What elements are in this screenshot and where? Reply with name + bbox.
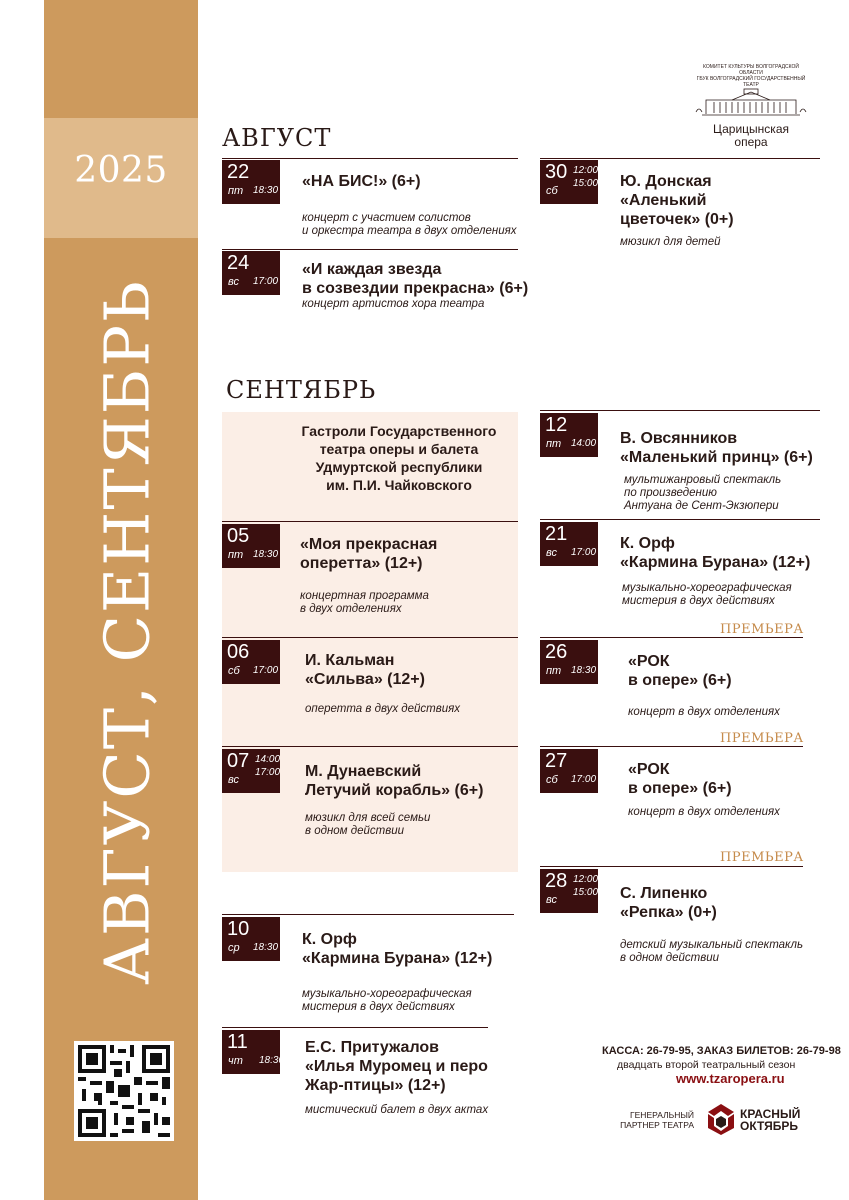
divider [540, 410, 820, 411]
date-box [540, 749, 598, 793]
organization-logo [692, 64, 810, 149]
event-description: концерт в двух отделениях [628, 806, 780, 818]
event-description: детский музыкальный спектакль в одном действии [620, 939, 804, 964]
date-number: 07 [227, 750, 250, 772]
event-times: 14:00 17:00 [255, 754, 281, 778]
divider [540, 637, 803, 638]
event-time: 17:00 [571, 774, 597, 785]
month-title-september: СЕНТЯБРЬ [226, 376, 377, 404]
event-time: 14:00 [571, 438, 597, 449]
event-description: музыкально-хореографическая мистерия в двух действиях [622, 582, 792, 607]
date-box [222, 917, 280, 961]
date-weekday: сб [546, 185, 558, 197]
event-time: 18:30 [253, 549, 279, 560]
event-title: «РОК в опере» (6+) [628, 653, 732, 689]
divider [222, 158, 518, 159]
theatre-building-icon [692, 88, 810, 118]
date-number: 21 [545, 523, 568, 545]
divider [540, 746, 803, 747]
event-description: концертная программа в двух отделениях [300, 590, 429, 615]
date-number: 27 [545, 750, 568, 772]
touring-announcement: Гастроли Государственного театра оперы и балета Удмуртской республики им. П.И. Чайковского [301, 423, 497, 493]
event-time: 18:30 [253, 942, 279, 953]
season-line: двадцать второй театральный сезон [617, 1059, 796, 1071]
date-weekday: вс [546, 547, 557, 559]
website-link[interactable]: www.tzaropera.ru [676, 1071, 785, 1086]
divider [222, 746, 518, 747]
event-title: «НА БИС!» (6+) [302, 173, 421, 190]
organization-name-line-1: Царицынская [712, 122, 789, 136]
event-title: К. Орф «Кармина Бурана» (12+) [302, 931, 493, 967]
date-weekday: пт [228, 549, 244, 561]
date-weekday: вс [546, 894, 557, 906]
event-title: «И каждая звезда в созвездии прекрасна» (6+) [302, 261, 529, 297]
date-box [222, 524, 280, 568]
event-description: концерт с участием солистов и оркестра театра в двух отделениях [302, 212, 517, 237]
event-description: мистический балет в двух актах [305, 1104, 489, 1116]
event-times: 12:00 15:00 [573, 874, 599, 898]
divider [222, 521, 518, 522]
event-time: 18:30 [571, 665, 597, 676]
event-time: 18:30 [253, 185, 279, 196]
date-number: 06 [227, 641, 250, 663]
divider [222, 1027, 488, 1028]
event-times: 12:00 15:00 [573, 165, 599, 189]
event-description: концерт в двух отделениях [628, 706, 780, 718]
date-box [540, 160, 598, 204]
month-title-august: АВГУСТ [222, 124, 332, 152]
date-number: 24 [227, 252, 250, 274]
date-weekday: пт [228, 185, 244, 197]
date-weekday: пт [546, 665, 562, 677]
partner-logo-icon [704, 1102, 738, 1136]
premiere-label: ПРЕМЬЕРА [720, 622, 804, 637]
event-description: мюзикл для всей семьи в одном действии [305, 812, 431, 837]
date-box [540, 869, 598, 913]
event-title: Е.С. Притужалов «Илья Муромец и перо Жар-птицы» (12+) [305, 1039, 488, 1094]
partner-name: КРАСНЫЙ ОКТЯБРЬ [740, 1107, 801, 1133]
date-weekday: вс [228, 276, 239, 288]
event-description: мюзикл для детей [620, 236, 721, 248]
event-description: концерт артистов хора театра [302, 298, 485, 310]
divider [540, 519, 820, 520]
event-description: музыкально-хореографическая мистерия в двух действиях [302, 988, 472, 1013]
date-weekday: ср [228, 942, 240, 954]
event-description: мультижанровый спектакль по произведению Антуана де Сент-Экзюпери [624, 474, 782, 512]
premiere-label: ПРЕМЬЕРА [720, 850, 804, 865]
event-title: «РОК в опере» (6+) [628, 761, 732, 797]
organization-name-line-2: опера [734, 135, 768, 149]
date-box [222, 640, 280, 684]
divider [222, 914, 514, 915]
event-title: «Моя прекрасная оперетта» (12+) [300, 536, 438, 572]
event-title: К. Орф «Кармина Бурана» (12+) [620, 535, 811, 571]
date-box [222, 160, 280, 204]
event-title: Ю. Донская «Аленький цветочек» (0+) [620, 173, 734, 228]
date-box [222, 749, 280, 793]
date-weekday: чт [228, 1055, 243, 1067]
date-box [540, 413, 598, 457]
date-weekday: пт [546, 438, 562, 450]
date-number: 10 [227, 918, 250, 940]
committee-line-2: ГБУК ВОЛГОГРАДСКИЙ ГОСУДАРСТВЕННЫЙ ТЕАТР [696, 76, 806, 88]
event-title: М. Дунаевский Летучий корабль» (6+) [305, 763, 484, 799]
event-title: С. Липенко «Репка» (0+) [620, 885, 717, 921]
divider [222, 637, 518, 638]
date-box [540, 522, 598, 566]
partner-label: ГЕНЕРАЛЬНЫЙ ПАРТНЕР ТЕАТРА [620, 1110, 694, 1130]
divider [222, 249, 518, 250]
months-vertical-title: АВГУСТ, СЕНТЯБРЬ [90, 279, 164, 985]
date-box [540, 640, 598, 684]
event-time: 17:00 [571, 547, 597, 558]
date-number: 30 [545, 161, 568, 183]
year: 2025 [74, 150, 168, 191]
qr-code-icon [74, 1041, 174, 1141]
event-title: В. Овсянников «Маленький принц» (6+) [620, 430, 813, 466]
box-office-phones: КАССА: 26-79-95, ЗАКАЗ БИЛЕТОВ: 26-79-98 [602, 1045, 841, 1057]
divider [540, 866, 803, 867]
date-box [222, 1030, 285, 1074]
date-number: 05 [227, 525, 250, 547]
event-title: И. Кальман «Сильва» (12+) [305, 652, 425, 688]
committee-line-1: КОМИТЕТ КУЛЬТУРЫ ВОЛГОГРАДСКОЙ ОБЛАСТИ [703, 64, 799, 76]
date-weekday: сб [228, 665, 240, 677]
date-number: 28 [545, 870, 568, 892]
date-weekday: сб [546, 774, 558, 786]
date-number: 12 [545, 414, 568, 436]
date-number: 11 [227, 1031, 248, 1053]
event-time: 17:00 [253, 665, 279, 676]
qr-code[interactable] [74, 1041, 174, 1141]
event-description: оперетта в двух действиях [305, 703, 461, 715]
date-number: 26 [545, 641, 568, 663]
premiere-label: ПРЕМЬЕРА [720, 731, 804, 746]
date-number: 22 [227, 161, 250, 183]
divider [540, 158, 820, 159]
event-time: 17:00 [253, 276, 279, 287]
date-weekday: вс [228, 774, 239, 786]
date-box [222, 251, 280, 295]
event-time: 18:30 [259, 1055, 285, 1066]
